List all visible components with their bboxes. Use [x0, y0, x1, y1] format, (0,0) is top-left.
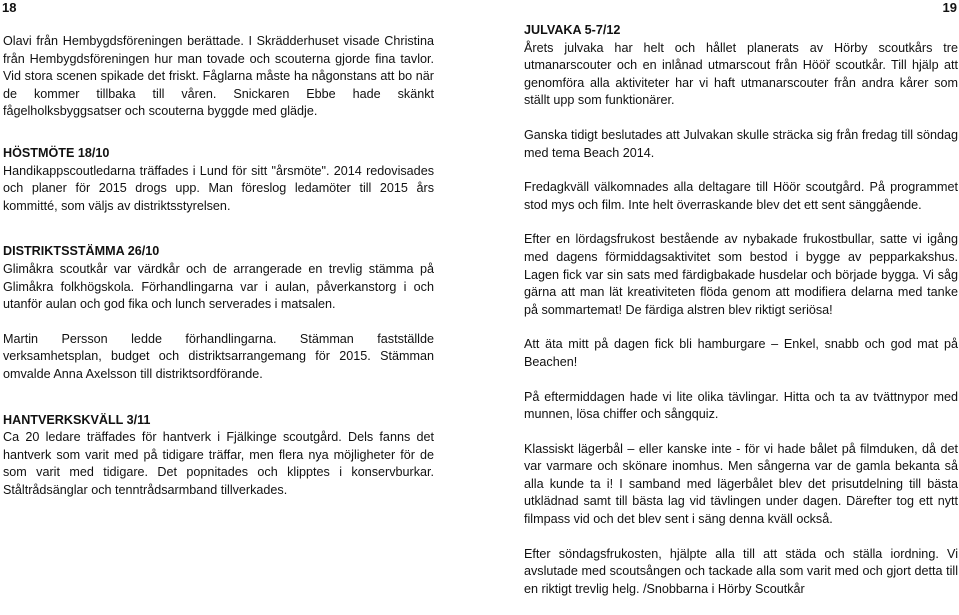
distrikt-heading: DISTRIKTSSTÄMMA 26/10 — [3, 244, 160, 259]
intro-paragraph: Olavi från Hembygdsföreningen berättade. I Skrädderhuset visade Christina från Hembygdsföreningen hur man tovade och scouterna gjorde fina tavlor. Vid stora scenen spikade det friskt. Fåglarna måste ha någonstans att bo när de kommer tillbaka till våren. Snickaren Ebbe hade skänkt fågelholksbyggsatser och scouterna byggde med glädje. — [3, 34, 434, 119]
hostmote-paragraph: Handikappscoutledarna träffades i Lund för sitt "årsmöte". 2014 redovisades och planer för 2015 drogs upp. Man föreslog ledamöter till 2015 års kommitté, som väljs av distriktsstyrelsen. — [3, 163, 434, 213]
hostmote-heading: HÖSTMÖTE 18/10 — [3, 145, 110, 160]
hantverk-paragraph: Ca 20 ledare träffades för hantverk i Fjälkinge scoutgård. Dels fanns det hantverk som varit med på tidigare träffar, men flera nya möjligheter för de som varit med tidigare. Det popnitades och klipptes i konservburkar. Ståltrådsänglar och tenntrådsarmband tillverkades. — [3, 430, 434, 497]
julvaka-paragraph-5: Att äta mitt på dagen fick bli hamburgare – Enkel, snabb och god mat på Beachen! — [524, 337, 958, 369]
page-number-right: 19 — [942, 0, 957, 15]
distrikt-paragraph-2: Martin Persson ledde förhandlingarna. Stämman fastställde verksamhetsplan, budget och distriktsarrangemang för 2015. Stämman omvalde Anna Axelsson till distriktsordförande. — [3, 331, 434, 381]
julvaka-paragraph-2: Ganska tidigt beslutades att Julvakan skulle sträcka sig från fredag till söndag med tema Beach 2014. — [524, 127, 958, 160]
julvaka-paragraph-8: Efter söndagsfrukosten, hjälpte alla till att städa och ställa iordning. Vi avslutade med scoutsången och tackade alla som varit med och gjort detta till en riktigt trevlig helg. /Snobbarna i Hörby Scoutkår — [524, 546, 958, 596]
julvaka-paragraph-3: Fredagkväll välkomnades alla deltagare till Höör scoutgård. På programmet stod mys och film. Inte helt överraskande blev det ett sent sänggående. — [524, 180, 958, 212]
right-column — [524, 22, 958, 615]
julvaka-paragraph-7: Klassiskt lägerbål – eller kanske inte - för vi hade bålet på filmduken, då det var varmare och skönare inomhus. Men sångerna var de gamla bekanta så alla kunde ta i! I samband med lägerbålet blev det prisutdelning till bästa utklädnad samt till bästa lag vid tävlingen under dagen. Därefter tog ett nytt filmpass vid och det blev sent i säng denna kväll också. — [524, 441, 958, 527]
page-number-left: 18 — [2, 0, 17, 15]
julvaka-paragraph-6: På eftermiddagen hade vi lite olika tävlingar. Hitta och ta av tvättnypor med munnen, lösa chiffer och sångquiz. — [524, 389, 958, 422]
left-column — [3, 33, 434, 516]
julvaka-paragraph-4: Efter en lördagsfrukost bestående av nybakade frukostbullar, satte vi igång med dagens förmiddagsaktivitet som bestod i bygge av pepparkakshus. Lagen fick var sin sats med färdigbakade husdelar och började bygga. Vi såg gärna att man lät kreativiteten flöda genom att modifiera delarna med tanke på sommartemat! De färdiga alstren blev riktigt seriösa! — [524, 232, 958, 317]
distrikt-paragraph: Glimåkra scoutkår var värdkår och de arrangerade en trevlig stämma på Glimåkra folkhögskola. Förhandlingarna var i aulan, påverkanstorg i och utanför aulan och god fika och lunch serverades i matsalen. — [3, 261, 434, 312]
hantverk-heading: HANTVERKSKVÄLL 3/11 — [3, 412, 151, 427]
julvaka-paragraph: Årets julvaka har helt och hållet planerats av Hörby scoutkårs tre utmanarscouter och en inlånad utmarscout från Hööř scoutkår. Till hjälp att genomföra alla aktiviteter har vi haft utmanarscouter från andra kårer som ställt upp som funktionärer. — [524, 40, 958, 108]
julvaka-heading: JULVAKA 5-7/12 — [524, 23, 621, 37]
